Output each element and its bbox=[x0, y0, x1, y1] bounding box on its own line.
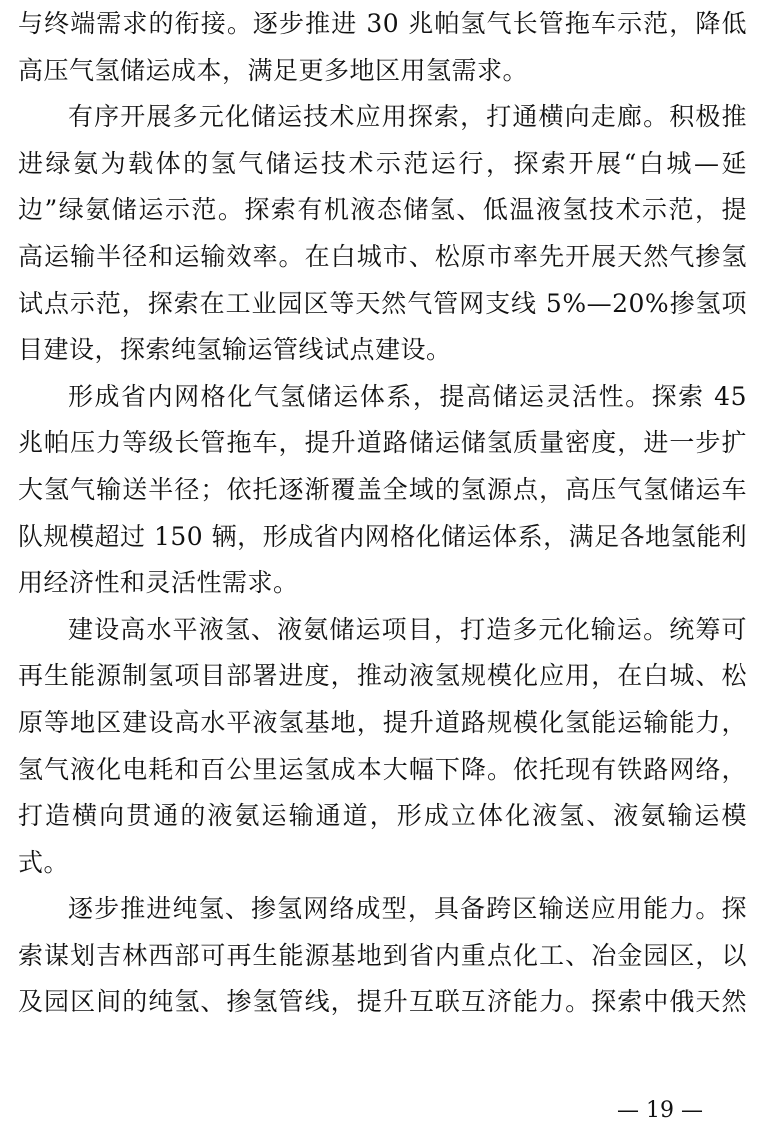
paragraph-5 bbox=[18, 886, 747, 1026]
text-line: 建设高水平液氢、液氨储运项目，打造多元化输运。统筹可 bbox=[68, 614, 747, 644]
text-line: 式。 bbox=[18, 847, 70, 877]
text-line: 进绿氨为载体的氢气储运技术示范运行，探索开展“白城—延 bbox=[18, 148, 747, 178]
text-line: 大氢气输送半径；依托逐渐覆盖全域的氢源点，高压气氢储运车 bbox=[18, 474, 747, 504]
text-line: 高运输半径和运输效率。在白城市、松原市率先开展天然气掺氢 bbox=[18, 241, 747, 271]
paragraph-2 bbox=[18, 94, 747, 374]
text-line: 队规模超过 150 辆，形成省内网格化储运体系，满足各地氢能利 bbox=[18, 521, 748, 551]
text-line: 与终端需求的衔接。逐步推进 30 兆帕氢气长管拖车示范，降低 bbox=[18, 9, 747, 38]
text-line: 原等地区建设高水平液氢基地，提升道路规模化氢能运输能力， bbox=[18, 707, 747, 737]
text-line: 氢气液化电耗和百公里运氢成本大幅下降。依托现有铁路网络， bbox=[18, 754, 747, 784]
paragraph-4 bbox=[18, 607, 747, 887]
text-line: 兆帕压力等级长管拖车，提升道路储运储氢质量密度，进一步扩 bbox=[18, 428, 747, 458]
text-line: 及园区间的纯氢、掺氢管线，提升互联互济能力。探索中俄天然 bbox=[18, 987, 747, 1017]
text-line: 边”绿氨储运示范。探索有机液态储氢、低温液氢技术示范，提 bbox=[18, 195, 747, 225]
text-line: 有序开展多元化储运技术应用探索，打通横向走廊。积极推 bbox=[68, 102, 747, 132]
paragraph-1 bbox=[18, 1, 747, 94]
text-line: 试点示范，探索在工业园区等天然气管网支线 5%—20%掺氢项 bbox=[18, 288, 747, 318]
text-line: 目建设，探索纯氢输运管线试点建设。 bbox=[18, 335, 452, 365]
text-line: 形成省内网格化气氢储运体系，提高储运灵活性。探索 45 bbox=[68, 381, 747, 411]
page-number: — 19 — bbox=[617, 1098, 703, 1123]
text-line: 用经济性和灵活性需求。 bbox=[18, 568, 299, 598]
text-line: 再生能源制氢项目部署进度，推动液氢规模化应用，在白城、松 bbox=[18, 661, 747, 691]
paragraph-3 bbox=[18, 374, 747, 607]
document-page bbox=[18, 0, 747, 1026]
text-line: 逐步推进纯氢、掺氢网络成型，具备跨区输送应用能力。探 bbox=[68, 894, 747, 924]
text-line: 高压气氢储运成本，满足更多地区用氢需求。 bbox=[18, 55, 529, 85]
text-line: 索谋划吉林西部可再生能源基地到省内重点化工、冶金园区，以 bbox=[18, 940, 747, 970]
text-line: 打造横向贯通的液氨运输通道，形成立体化液氢、液氨输运模 bbox=[18, 801, 747, 831]
